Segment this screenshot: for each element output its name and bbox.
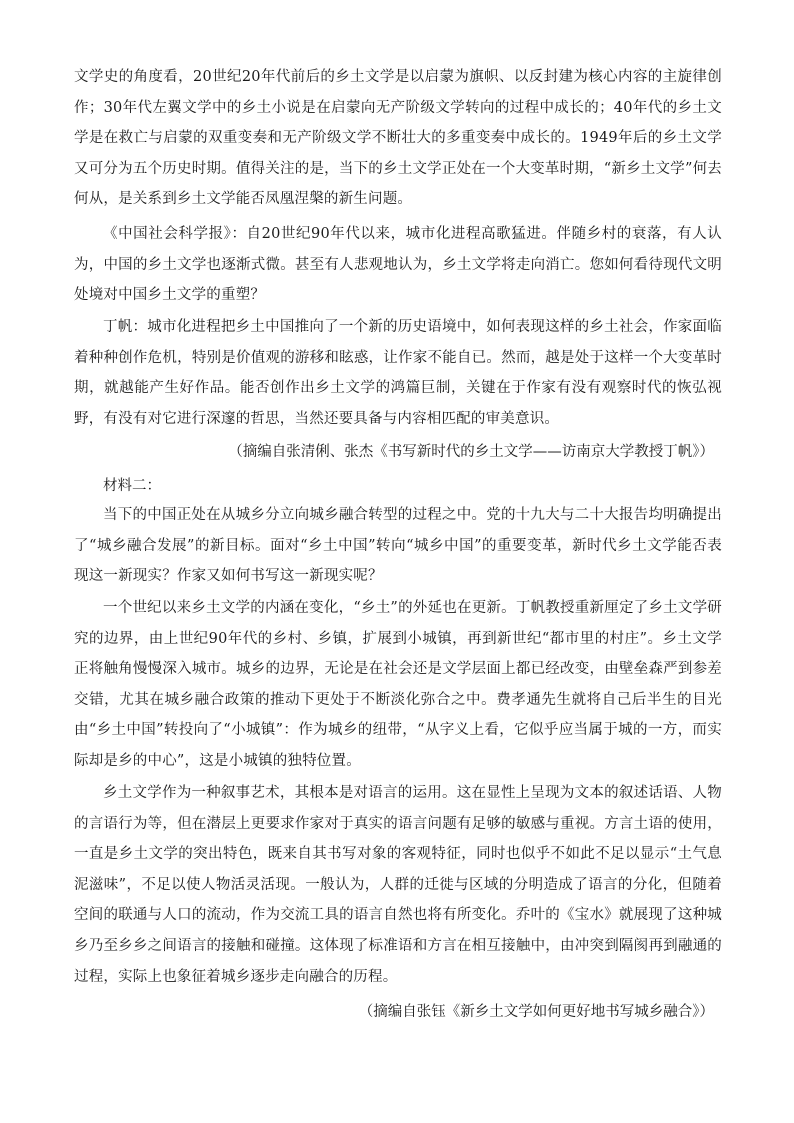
source-citation-2: （摘编自张钰《新乡土文学如何更好地书写城乡融合》） [358, 1004, 714, 1020]
paragraph-literary-history: 文学史的角度看，20世纪20年代前后的乡土文学是以启蒙为旗帜、以反封建为核心内容的主旋律创作；30年代左翼文学中的乡土小说是在启蒙向无产阶级文学转向的过程中成长的；40年代的乡土文学是在救亡与启蒙的双重变奏和无产阶级文学不断壮大的多重变奏中成长的。1949年后的乡土文学又可分为五个历史时期。值得关注的是，当下的乡土文学正处在一个大变革时期，“新乡土文学”何去何从，是关系到乡土文学能否凤凰涅槃的新生问题。 [74, 69, 722, 208]
paragraph-century-change: 一个世纪以来乡土文学的内涵在变化，“乡土”的外延也在更新。丁帆教授重新厘定了乡土文学研究的边界，由上世纪90年代的乡村、乡镇，扩展到小城镇，再到新世纪“都市里的村庄”。乡土文学正将触角慢慢深入城市。城乡的边界，无论是在社会还是文学层面上都已经改变，由壁垒森严到参差交错，尤其在城乡融合政策的推动下更处于不断淡化弥合之中。费孝通先生就将自己后半生的目光由“乡土中国”转投向了“小城镇”：作为城乡的纽带，“从字义上看，它似乎应当属于城的一方，而实际却是乡的中心”，这是小城镇的独特位置。 [74, 600, 722, 769]
paragraph-ding-fan-answer: 丁帆：城市化进程把乡土中国推向了一个新的历史语境中，如何表现这样的乡土社会，作家面临着种种创作危机，特别是价值观的游移和眩惑，让作家不能自已。然而，越是处于这样一个大变革时期，就越能产生好作品。能否创作出乡土文学的鸿篇巨制，关键在于作家有没有观察时代的恢弘视野，有没有对它进行深邃的哲思，当然还要具备与内容相匹配的审美意识。 [74, 319, 722, 427]
paragraph-urban-rural: 当下的中国正处在从城乡分立向城乡融合转型的过程之中。党的十九大与二十大报告均明确提出了“城乡融合发展”的新目标。面对“乡土中国”转向“城乡中国”的重要变革，新时代乡土文学能否表现这一新现实？作家又如何书写这一新现实呢？ [74, 507, 722, 585]
paragraph-question: 《中国社会科学报》：自20世纪90年代以来，城市化进程高歌猛进。伴随乡村的衰落，有人认为，中国的乡土文学也逐渐式微。甚至有人悲观地认为，乡土文学将走向消亡。您如何看待现代文明处境对中国乡土文学的重塑？ [74, 226, 722, 304]
source-citation-1: （摘编自张清俐、张杰《书写新时代的乡土文学——访南京大学教授丁帆》） [228, 444, 714, 460]
paragraph-language: 乡土文学作为一种叙事艺术，其根本是对语言的运用。这在显性上呈现为文本的叙述话语、人物的言语行为等，但在潜层上更要求作家对于真实的语言问题有足够的敏感与重视。方言土语的使用，一直是乡土文学的突出特色，既来自其书写对象的客观特征，同时也似乎不如此不足以显示“土气息泥滋味”，不足以使人物活灵活现。一般认为，人群的迁徙与区域的分明造成了语言的分化，但随着空间的联通与人口的流动，作为交流工具的语言自然也将有所变化。乔叶的《宝水》就展现了这种城乡乃至乡乡之间语言的接触和碰撞。这体现了标准语和方言在相互接触中，由冲突到隔阂再到融通的过程，实际上也象征着城乡逐步走向融合的历程。 [74, 785, 722, 985]
material-two-label: 材料二： [103, 478, 161, 494]
